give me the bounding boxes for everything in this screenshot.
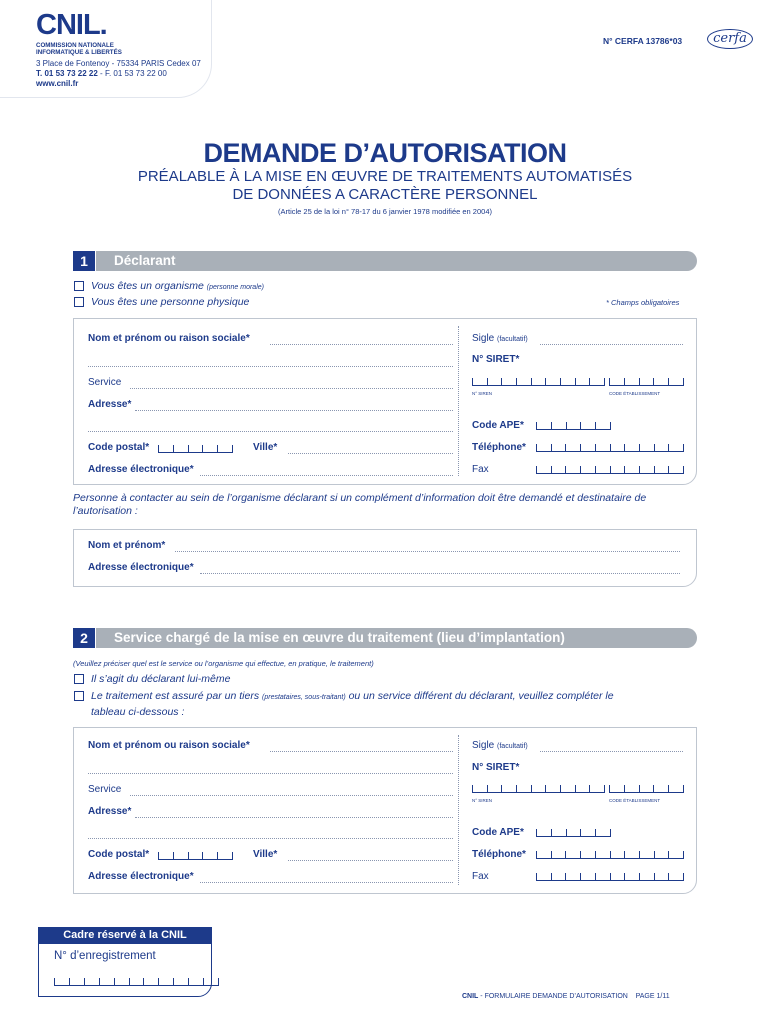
name-field-s2b[interactable] (88, 773, 453, 774)
sigle-label: Sigle (facultatif) (472, 333, 528, 344)
cerfa-logo: cerfa (707, 29, 753, 49)
adresse-label: Adresse* (88, 399, 132, 410)
cerfa-number: N° CERFA 13786*03 (603, 36, 683, 46)
siret-label: N° SIRET* (472, 354, 520, 365)
cnil-reserved-title: Cadre réservé à la CNIL (38, 927, 212, 944)
ville-field[interactable] (288, 453, 453, 454)
etab-field[interactable] (609, 372, 684, 386)
option-personne-physique[interactable]: Vous êtes une personne physique (74, 296, 249, 308)
etab-caption: CODE ÉTABLISSEMENT (609, 391, 661, 396)
required-note: * Champs obligatoires (606, 298, 680, 307)
email-label: Adresse électronique* (88, 464, 194, 475)
fax-field[interactable] (536, 460, 684, 474)
page-number: PAGE 1/11 (635, 993, 670, 1000)
legal-note: (Article 25 de la loi n° 78-17 du 6 janvier 1978 modifiée en 2004) (278, 207, 492, 216)
registration-label: N° d’enregistrement (54, 950, 156, 962)
contact-form (73, 529, 697, 587)
ville-label: Ville* (253, 442, 278, 453)
cp-label-2: Code postal* (88, 849, 150, 860)
page-title: DEMANDE D’AUTORISATION (203, 138, 567, 168)
contact-email-field[interactable] (200, 573, 680, 574)
sigle-field-2[interactable] (540, 751, 683, 752)
registration-field[interactable] (54, 972, 219, 986)
cnil-logo: CNIL. (36, 9, 107, 41)
contact-name-label: Nom et prénom* (88, 540, 166, 551)
siren-field-2[interactable] (472, 779, 605, 793)
cp-field[interactable] (158, 439, 233, 453)
ville-label-2: Ville* (253, 849, 278, 860)
sigle-label-2: Sigle (facultatif) (472, 740, 528, 751)
page-subtitle: PRÉALABLE À LA MISE EN ŒUVRE DE TRAITEMENTS AUTOMATISÉS DE DONNÉES A CARACTÈRE PERSONNEL (137, 168, 633, 203)
checkbox-self[interactable] (74, 674, 84, 684)
cp-field-2[interactable] (158, 846, 233, 860)
cp-label: Code postal* (88, 442, 150, 453)
service-label-2: Service (88, 784, 122, 795)
siren-field[interactable] (472, 372, 605, 386)
fax-field-2[interactable] (536, 867, 684, 881)
siren-caption-2: N° SIREN (472, 798, 493, 803)
adresse-field-s2[interactable] (135, 817, 453, 818)
address-block: 3 Place de Fontenoy - 75334 PARIS Cedex 07 T. 01 53 73 22 22 - F. 01 53 73 22 00 www.cnil.fr (36, 59, 201, 88)
ape-field-2[interactable] (536, 823, 611, 837)
siret-label-2: N° SIRET* (472, 762, 520, 773)
checkbox-third-party[interactable] (74, 691, 84, 701)
etab-field-2[interactable] (609, 779, 684, 793)
tel-label-2: Téléphone* (472, 849, 526, 860)
name-label-2: Nom et prénom ou raison sociale* (88, 740, 250, 751)
ville-field-2[interactable] (288, 860, 453, 861)
etab-caption-2: CODE ÉTABLISSEMENT (609, 798, 661, 803)
service-field-2[interactable] (130, 795, 453, 796)
option-self[interactable]: Il s’agit du déclarant lui-même (74, 673, 230, 685)
tel-field[interactable] (536, 438, 684, 452)
contact-name-field[interactable] (175, 551, 680, 552)
contact-email-label: Adresse électronique* (88, 562, 194, 573)
section-1-number: 1 (73, 251, 95, 271)
section-2-number: 2 (73, 628, 95, 648)
fax-label: Fax (472, 464, 489, 475)
name-field-2[interactable] (88, 366, 453, 367)
ape-label-2: Code APE* (472, 827, 524, 838)
name-label: Nom et prénom ou raison sociale* (88, 333, 250, 344)
email-field-2[interactable] (200, 882, 453, 883)
siren-caption: N° SIREN (472, 391, 493, 396)
logo-subtitle: COMMISSION NATIONALE INFORMATIQUE & LIBERTÉS (36, 42, 122, 56)
sigle-field[interactable] (540, 344, 683, 345)
column-separator-2 (458, 735, 459, 885)
service-label: Service (88, 377, 122, 388)
contact-instructions: Personne à contacter au sein de l’organisme déclarant si un complément d’information doit être demandé et destinataire de l’autorisation : (73, 492, 647, 517)
name-field-s2[interactable] (270, 751, 453, 752)
email-label-2: Adresse électronique* (88, 871, 194, 882)
footer: CNIL - FORMULAIRE DEMANDE D’AUTORISATION PAGE 1/11 (462, 993, 670, 1000)
adresse-field-s2b[interactable] (88, 838, 453, 839)
checkbox-personne-physique[interactable] (74, 297, 84, 307)
option-third-party[interactable]: Le traitement est assuré par un tiers (prestataires, sous-traitant) ou un service différent du déclarant, veuillez compléter le tableau ci-dessous : (74, 689, 614, 719)
tel-label: Téléphone* (472, 442, 526, 453)
adresse-field[interactable] (135, 410, 453, 411)
adresse-label-2: Adresse* (88, 806, 132, 817)
ape-field[interactable] (536, 416, 611, 430)
fax-label-2: Fax (472, 871, 489, 882)
tel-field-2[interactable] (536, 845, 684, 859)
checkbox-organisme[interactable] (74, 281, 84, 291)
ape-label: Code APE* (472, 420, 524, 431)
section-1-title: Déclarant (96, 251, 697, 271)
option-organisme[interactable]: Vous êtes un organisme (personne morale) (74, 280, 264, 292)
section-2-title: Service chargé de la mise en œuvre du traitement (lieu d’implantation) (96, 628, 697, 648)
email-field[interactable] (200, 475, 453, 476)
section-2-note: (Veuillez préciser quel est le service ou l’organisme qui effectue, en pratique, le traitement) (73, 659, 374, 668)
column-separator (458, 326, 459, 476)
name-field[interactable] (270, 344, 453, 345)
adresse-field-2[interactable] (88, 431, 453, 432)
service-field[interactable] (130, 388, 453, 389)
website-link[interactable]: www.cnil.fr (36, 79, 79, 88)
